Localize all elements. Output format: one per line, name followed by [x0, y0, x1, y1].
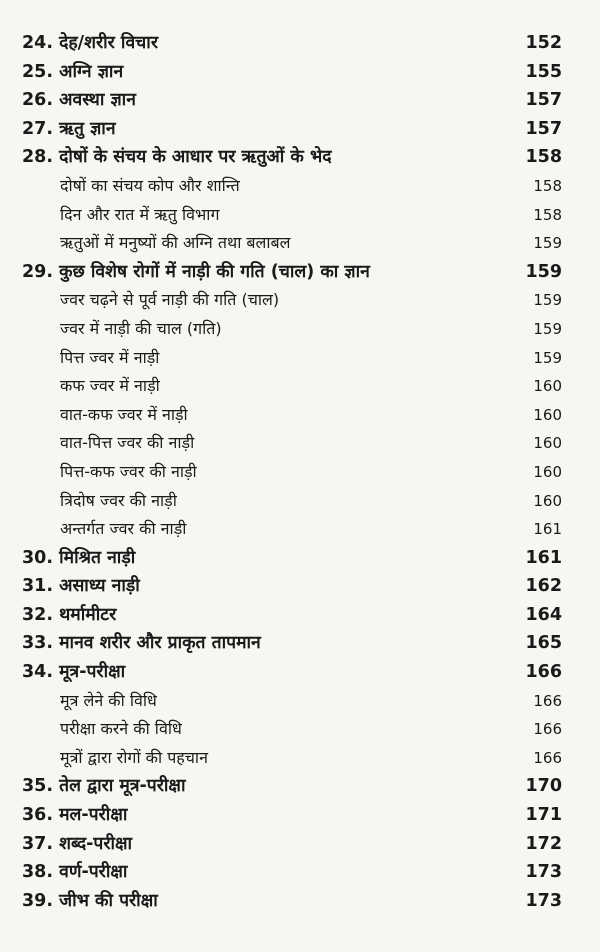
toc-subsection-row — [22, 429, 562, 458]
toc-entry-title: वात-पित्त ज्वर की नाड़ी — [60, 433, 195, 453]
toc-subsection-row — [22, 687, 562, 716]
toc-page-number: 159 — [533, 234, 562, 253]
toc-chapter-row — [22, 115, 562, 144]
toc-subsection-row — [22, 458, 562, 487]
toc-entry-title: मूत्र लेने की विधि — [60, 690, 157, 710]
toc-subsection-row — [22, 744, 562, 773]
toc-subsection-row — [22, 372, 562, 401]
toc-entry-title: ज्वर चढ़ने से पूर्व नाड़ी की गति (चाल) — [60, 290, 280, 310]
toc-entry-title: 34. मूत्र-परीक्षा — [22, 662, 126, 683]
toc-page-number: 152 — [525, 33, 562, 53]
toc-chapter-row — [22, 601, 562, 630]
toc-entry-title: मूत्रों द्वारा रोगों की पहचान — [60, 747, 208, 767]
toc-entry-title: 35. तेल द्वारा मूत्र-परीक्षा — [22, 776, 186, 797]
toc-page-number: 170 — [525, 776, 562, 797]
toc-entry-title: 31. असाध्य नाड़ी — [22, 576, 140, 597]
toc-page-number: 158 — [533, 176, 562, 195]
toc-subsection-row — [22, 229, 562, 258]
toc-subsection-row — [22, 201, 562, 230]
toc-entry-title: 30. मिश्रित नाड़ी — [22, 547, 136, 568]
toc-chapter-row — [22, 658, 562, 687]
toc-subsection-row — [22, 286, 562, 315]
toc-page-number: 160 — [533, 405, 562, 424]
toc-entry-title: 26. अवस्था ज्ञान — [22, 90, 136, 111]
toc-entry-title: 29. कुछ विशेष रोगों में नाड़ी की गति (चाल) का ज्ञान — [22, 261, 370, 282]
toc-subsection-row — [22, 315, 562, 344]
toc-entry-title: 28. दोषों के संचय के आधार पर ऋतुओं के भेद — [22, 147, 332, 168]
toc-chapter-row — [22, 830, 562, 859]
toc-page-number: 173 — [525, 862, 562, 883]
toc-page-number: 161 — [525, 547, 562, 568]
toc-chapter-row — [22, 29, 562, 58]
toc-chapter-row — [22, 258, 562, 287]
toc-chapter-row — [22, 801, 562, 830]
toc-page-number: 161 — [533, 520, 562, 539]
toc-page-number: 158 — [533, 205, 562, 224]
toc-entry-title: 27. ऋतु ज्ञान — [22, 118, 116, 139]
toc-entry-title: त्रिदोष ज्वर की नाड़ी — [60, 490, 177, 510]
toc-page-number: 166 — [525, 662, 562, 683]
toc-subsection-row — [22, 715, 562, 744]
toc-chapter-row — [22, 86, 562, 115]
toc-page-number: 155 — [525, 61, 562, 82]
toc-entry-title: अन्तर्गत ज्वर की नाड़ी — [60, 519, 187, 539]
toc-subsection-row — [22, 487, 562, 516]
toc-subsection-row — [22, 515, 562, 544]
toc-page-number: 159 — [533, 348, 562, 367]
toc-entry-title: 39. जीभ की परीक्षा — [22, 890, 158, 911]
toc-page-number: 158 — [525, 147, 562, 168]
toc-chapter-row — [22, 143, 562, 172]
toc-chapter-row — [22, 572, 562, 601]
toc-chapter-row — [22, 629, 562, 658]
toc-page-number: 157 — [525, 90, 562, 111]
toc-chapter-row — [22, 58, 562, 87]
toc-entry-title: परीक्षा करने की विधि — [60, 719, 182, 739]
toc-page-number: 160 — [533, 491, 562, 510]
toc-page-number: 160 — [533, 377, 562, 396]
toc-page-number: 162 — [525, 576, 562, 597]
toc-entry-title: 37. शब्द-परीक्षा — [22, 833, 133, 854]
toc-subsection-row — [22, 344, 562, 373]
toc-page-number: 173 — [525, 890, 562, 911]
toc-entry-title: ऋतुओं में मनुष्यों की अग्नि तथा बलाबल — [60, 233, 291, 253]
toc-page-number: 165 — [525, 633, 562, 654]
toc-entry-title: दिन और रात में ऋतु विभाग — [60, 204, 220, 224]
toc-entry-title: दोषों का संचय कोप और शान्ति — [60, 175, 240, 195]
toc-entry-title: 36. मल-परीक्षा — [22, 805, 128, 826]
toc-entry-title: 24. देह/शरीर विचार — [22, 33, 158, 53]
toc-page-number: 172 — [525, 833, 562, 854]
toc-chapter-row — [22, 772, 562, 801]
toc-page-number: 171 — [525, 805, 562, 826]
toc-page-number: 166 — [533, 748, 562, 767]
toc-entry-title: पित्त ज्वर में नाड़ी — [60, 347, 160, 367]
toc-page-number: 157 — [525, 118, 562, 139]
toc-chapter-row — [22, 858, 562, 887]
toc-page-number: 160 — [533, 434, 562, 453]
toc-entry-title: 25. अग्नि ज्ञान — [22, 61, 124, 82]
toc-chapter-row — [22, 544, 562, 573]
toc-page-number: 159 — [533, 291, 562, 310]
toc-entry-title: ज्वर में नाड़ी की चाल (गति) — [60, 318, 222, 338]
toc-chapter-row — [22, 887, 562, 916]
toc-entry-title: 32. थर्मामीटर — [22, 604, 117, 625]
toc-page-number: 166 — [533, 691, 562, 710]
toc-page-number: 159 — [533, 319, 562, 338]
toc-page-number: 160 — [533, 462, 562, 481]
toc-page-number: 164 — [525, 604, 562, 625]
toc-entry-title: पित्त-कफ ज्वर की नाड़ी — [60, 461, 197, 481]
toc-subsection-row — [22, 401, 562, 430]
toc-entry-title: 33. मानव शरीर और प्राकृत तापमान — [22, 633, 261, 654]
toc-entry-title: 38. वर्ण-परीक्षा — [22, 862, 128, 883]
toc-entry-title: कफ ज्वर में नाड़ी — [60, 376, 160, 396]
toc-page-number: 166 — [533, 720, 562, 739]
toc-subsection-row — [22, 172, 562, 201]
toc-entry-title: वात-कफ ज्वर में नाड़ी — [60, 404, 188, 424]
toc-page-number: 159 — [525, 261, 562, 282]
